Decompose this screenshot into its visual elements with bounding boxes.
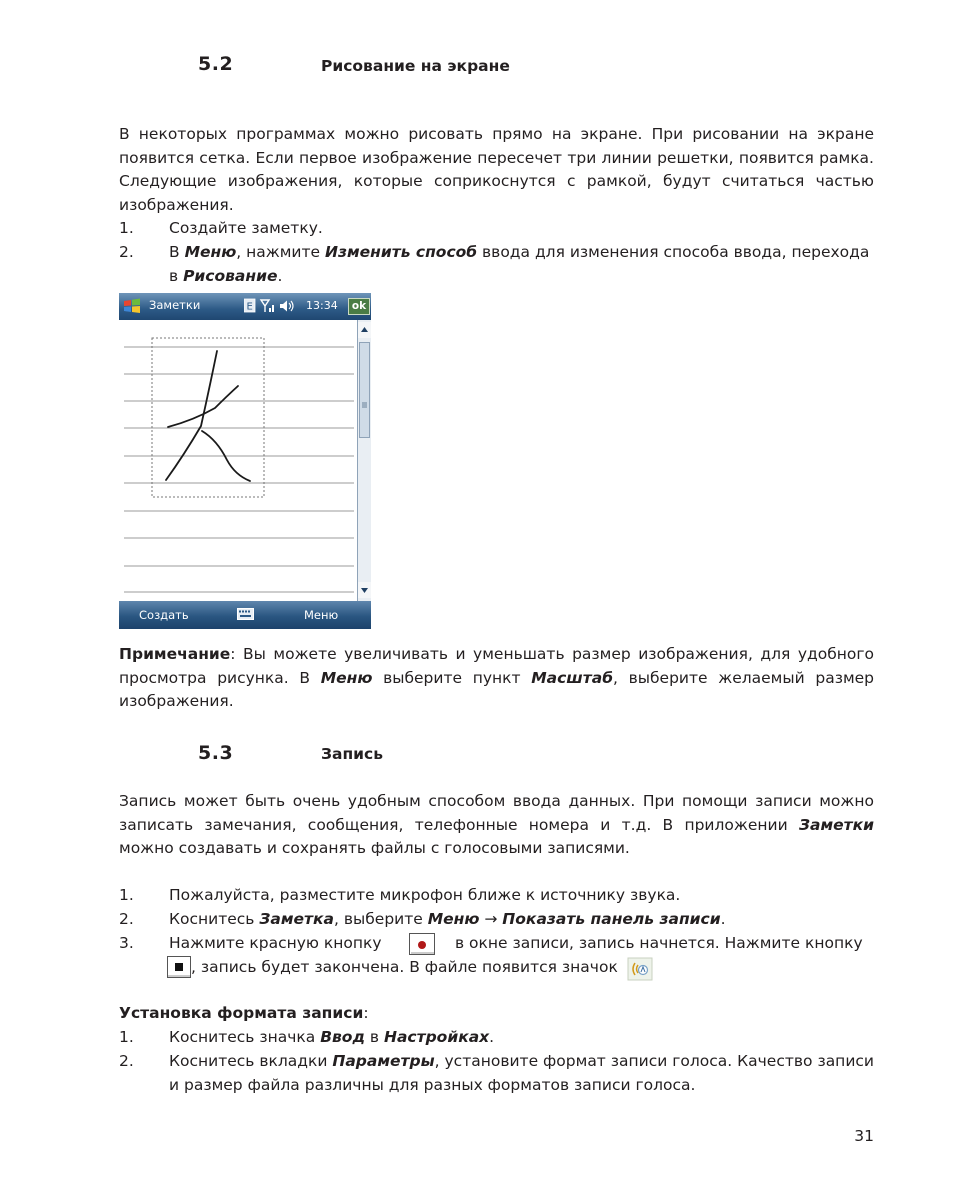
list-item-number: 1. [119, 219, 134, 237]
menu-softkey[interactable]: Меню [304, 608, 339, 622]
list-item-text: в окне записи, запись начнется. Нажмите кнопку [455, 934, 863, 952]
device-screenshot [119, 293, 371, 629]
status-icons[interactable] [244, 297, 304, 315]
list-item-text: Коснитесь Заметка, выберите Меню → Показать панель записи. [169, 910, 726, 928]
list-item-number: 3. [119, 934, 134, 952]
stop-button-icon [167, 956, 191, 978]
section-title: Рисование на экране [321, 57, 510, 75]
intro-paragraph: Запись может быть очень удобным способом ввода данных. При помощи записи можно записать замечания, сообщения, телефонные номера и т.д. В приложении Заметки можно создавать и сохранять файлы с голосовыми записями. [119, 792, 874, 857]
scroll-thumb[interactable] [359, 342, 370, 438]
windows-start-icon[interactable] [122, 297, 142, 315]
section-title: Запись [321, 745, 384, 763]
keyboard-icon[interactable] [237, 608, 254, 620]
signal-icon [261, 300, 269, 312]
list-item-number: 1. [119, 886, 134, 904]
list-item-number: 2. [119, 243, 134, 261]
drawing-frame [152, 338, 264, 497]
list-item-text: Создайте заметку. [169, 219, 323, 237]
speaker-icon [280, 301, 287, 312]
list-item-number: 2. [119, 910, 134, 928]
input-letter: E [246, 301, 253, 313]
list-item-number: 2. [119, 1052, 134, 1070]
drawing-canvas[interactable] [119, 320, 357, 601]
app-title: Заметки [149, 298, 201, 312]
handwritten-strokes [166, 351, 250, 481]
page-number: 31 [854, 1127, 874, 1145]
format-heading: Установка формата записи: [119, 1004, 369, 1022]
list-item-text: В Меню, нажмите Изменить способ ввода для изменения способа ввода, перехода в Рисование. [169, 243, 870, 285]
list-item-text: , запись будет закончена. В файле появится значок [191, 958, 618, 976]
ok-button[interactable]: ok [348, 298, 370, 315]
scroll-up-icon[interactable] [358, 322, 371, 338]
list-item-text: Коснитесь вкладки Параметры, установите формат записи голоса. Качество записи и размер файла различны для разных форматов записи голоса. [169, 1052, 874, 1094]
section-number: 5.2 [198, 53, 234, 75]
clock[interactable]: 13:34 [306, 299, 338, 312]
title-bar [119, 293, 371, 320]
section-number: 5.3 [198, 742, 234, 764]
list-item-text: Коснитесь значка Ввод в Настройках. [169, 1028, 495, 1046]
scrollbar[interactable] [357, 320, 371, 601]
voice-recording-icon [627, 957, 653, 981]
scroll-down-icon[interactable] [358, 582, 371, 598]
list-item-text: Пожалуйста, разместите микрофон ближе к источнику звука. [169, 886, 681, 904]
record-button-icon [409, 933, 435, 955]
intro-paragraph: В некоторых программах можно рисовать прямо на экране. При рисовании на экране появится сетка. Если первое изображение пересечет три линии решетки, появится рамка. Следующие изображения, которые соприкоснутся с рамкой, будут считаться частью изображения. [119, 125, 874, 214]
create-softkey[interactable]: Создать [139, 608, 189, 622]
list-item-text: Нажмите красную кнопку [169, 934, 382, 952]
note-paragraph: Примечание: Вы можете увеличивать и уменьшать размер изображения, для удобного просмотра рисунка. В Меню выберите пункт Масштаб, выберите желаемый размер изображения. [119, 645, 875, 710]
list-item-number: 1. [119, 1028, 134, 1046]
soft-key-bar [119, 601, 371, 629]
